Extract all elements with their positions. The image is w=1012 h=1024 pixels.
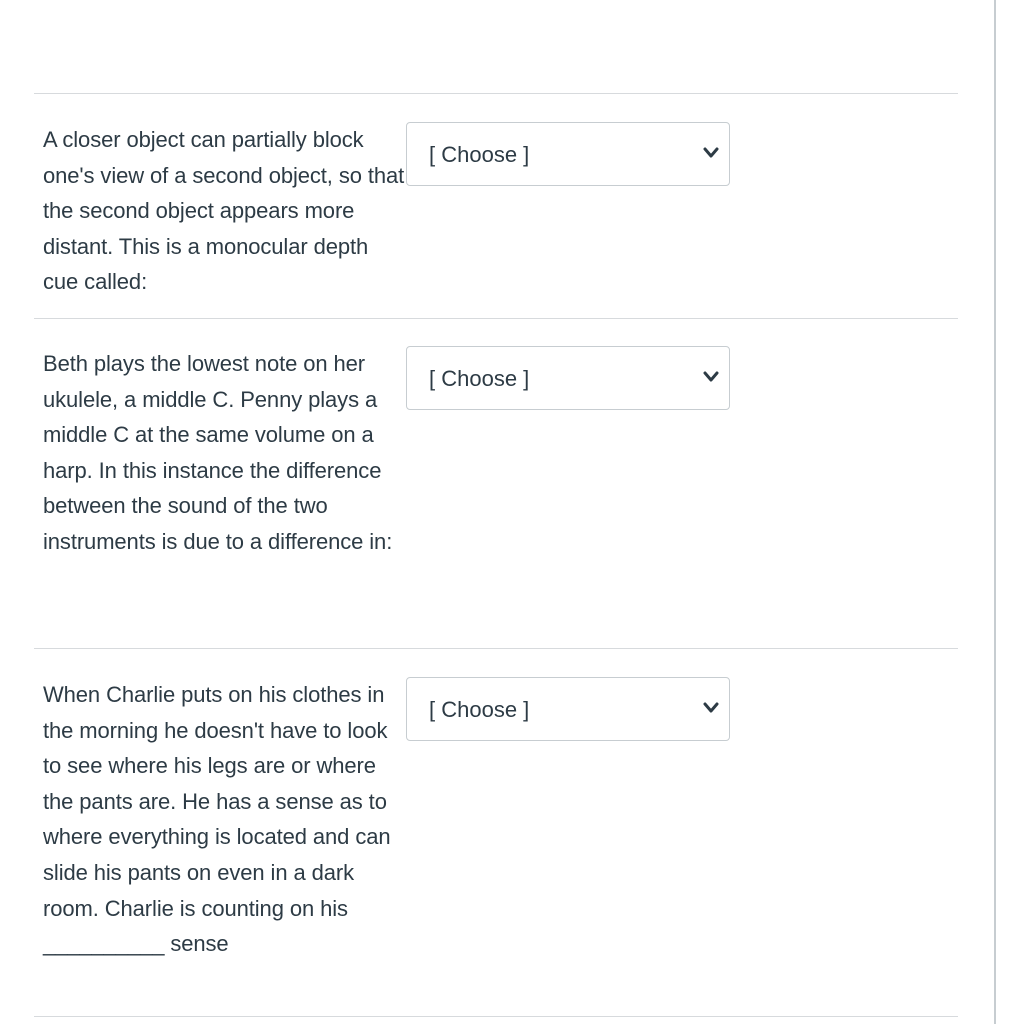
chevron-down-icon xyxy=(703,702,719,714)
chevron-down-icon xyxy=(703,147,719,159)
page-right-border xyxy=(994,0,996,1024)
question-2-select[interactable] xyxy=(406,346,730,410)
divider xyxy=(34,648,958,649)
question-2-select-value: [ Choose ] xyxy=(429,366,530,391)
divider xyxy=(34,93,958,94)
question-1-select-value: [ Choose ] xyxy=(429,142,530,167)
chevron-down-icon xyxy=(703,371,719,383)
question-2-text: Beth plays the lowest note on her ukulele, a middle C. Penny plays a middle C at the same volume on a harp. In this instance the difference between the sound of the two instruments is due to a difference in: xyxy=(43,351,393,554)
divider xyxy=(34,1016,958,1017)
question-2 xyxy=(43,346,405,560)
question-3-select-value: [ Choose ] xyxy=(429,697,530,722)
question-3-select[interactable] xyxy=(406,677,730,741)
question-3 xyxy=(43,677,405,962)
question-1-select[interactable] xyxy=(406,122,730,186)
divider xyxy=(34,318,958,319)
question-1 xyxy=(43,122,405,300)
question-1-text: A closer object can partially block one's view of a second object, so that the second object appears more distant. This is a monocular depth cue called: xyxy=(43,127,405,295)
question-3-text: When Charlie puts on his clothes in the morning he doesn't have to look to see where his legs are or where the pants are. He has a sense as to where everything is located and can slide his pants on even in a dark room. Charlie is counting on his __________ sense xyxy=(43,682,391,957)
